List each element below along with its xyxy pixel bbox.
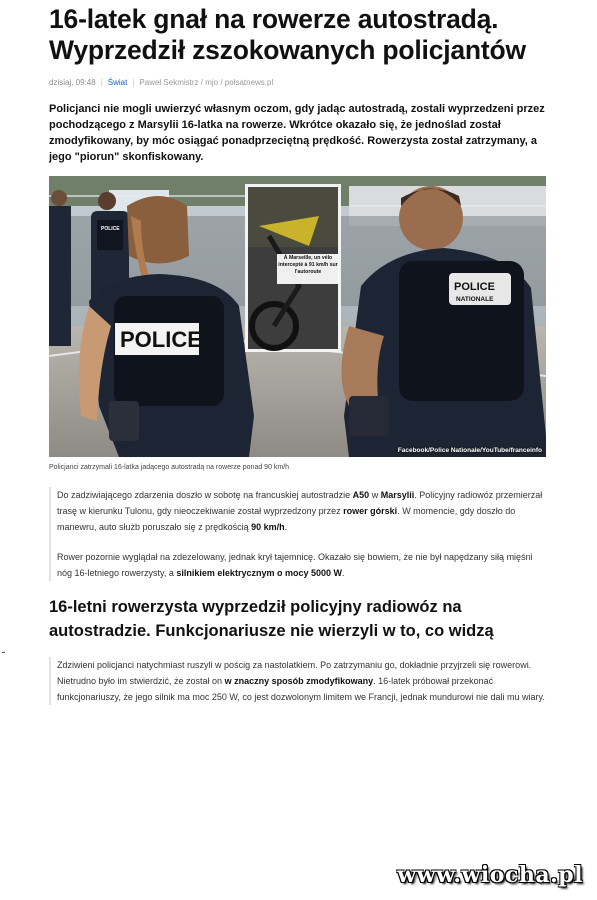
police-officers-photo xyxy=(49,176,546,457)
bold-text: w znaczny sposób zmodyfikowany xyxy=(224,676,374,686)
vest-small-text: POLICE xyxy=(101,226,120,232)
paragraph-3 xyxy=(51,657,549,705)
article-title: 16-latek gnał na rowerze autostradą. Wyprzedził zszokowanych policjantów xyxy=(49,4,526,65)
bold-text: silnikiem elektrycznym o mocy 5000 W xyxy=(176,568,342,578)
category-link[interactable]: Świat xyxy=(107,78,128,87)
article-photo xyxy=(49,176,546,457)
bike-inset xyxy=(245,184,341,352)
text: . xyxy=(341,568,345,578)
bold-text: rower górski xyxy=(343,506,398,516)
edge-mark xyxy=(2,652,5,653)
photo-caption: Policjanci zatrzymali 16-latka jadącego autostradą na rowerze ponad 90 km/h xyxy=(49,464,290,471)
vest-label-left: POLICE xyxy=(120,327,202,352)
site-watermark: www.wiocha.pl xyxy=(397,862,583,888)
text: Do zadziwiającego zdarzenia doszło w sobotę na francuskiej autostradzie xyxy=(57,490,353,500)
text: w xyxy=(369,490,381,500)
vest-label-right-sub: NATIONALE xyxy=(456,296,494,303)
paragraph-2 xyxy=(51,549,549,581)
text: Zdziwieni policjanci natychmiast ruszyli w pościg za nastolatkiem. Po zatrzymaniu go, dokładnie przyjrzeli się rowerowi. Nietrudno było im stwierdzić, że został on xyxy=(57,660,532,686)
article-meta xyxy=(49,78,549,87)
text: . W momencie, gdy doszło do manewru, auto służb poruszało się z prędkością xyxy=(57,506,516,532)
vest-label-right: POLICE xyxy=(454,281,495,293)
author-line: Paweł Sekmistrz / mjo / polsatnews.pl xyxy=(139,78,274,87)
publish-date: dzisiaj, 09:48 xyxy=(49,78,96,87)
photo-credit: Facebook/Police Nationale/YouTube/franceinfo xyxy=(397,447,542,454)
text: . 16-latek próbował przekonać funkcjonariuszy, że jego silnik ma moc 250 W, co jest dozwolonym limitem we Francji, jednak mundurowi nie dali mu wiary. xyxy=(57,676,545,702)
section-heading: 16-letni rowerzysta wyprzedził policyjny radiowóz na autostradzie. Funkcjonariusze nie wierzyli w to, co widzą xyxy=(49,598,494,640)
text: . xyxy=(284,522,288,532)
inset-caption: À Marseille, un vélo intercepté à 91 km/h sur l'autoroute xyxy=(278,255,338,275)
article-lead: Policjanci nie mogli uwierzyć własnym oczom, gdy jadąc autostradą, zostali wyprzedzeni przez pochodzącego z Marsylii 16-latka na rowerze. Wkrótce okazało się, że jednoślad został zmodyfikowany, by móc osiągać ponadprzeciętną prędkość. Rowerzysta został zatrzymany, a jego "piorun" skonfiskowany. xyxy=(49,103,545,163)
paragraph-1 xyxy=(51,487,549,535)
text: . Policyjny radiowóz przemierzał trasę w kierunku Tulonu, gdy nieoczekiwanie został wyprzedzony przez xyxy=(57,490,543,516)
bold-text: A50 xyxy=(352,490,370,500)
article xyxy=(49,0,549,705)
bold-text: 90 km/h xyxy=(251,522,285,532)
meta-separator: | xyxy=(100,78,103,87)
article-body xyxy=(49,487,549,581)
text: Rower pozornie wyglądał na zdezelowany, jednak krył tajemnicę. Okazało się bowiem, że nie był napędzany siłą mięśni nóg 16-letniego rowerzysty, a xyxy=(57,552,533,578)
article-body-2 xyxy=(49,657,549,705)
meta-separator: | xyxy=(132,78,135,87)
bold-text: Marsylii xyxy=(380,490,415,500)
background-officer-left xyxy=(49,190,71,346)
